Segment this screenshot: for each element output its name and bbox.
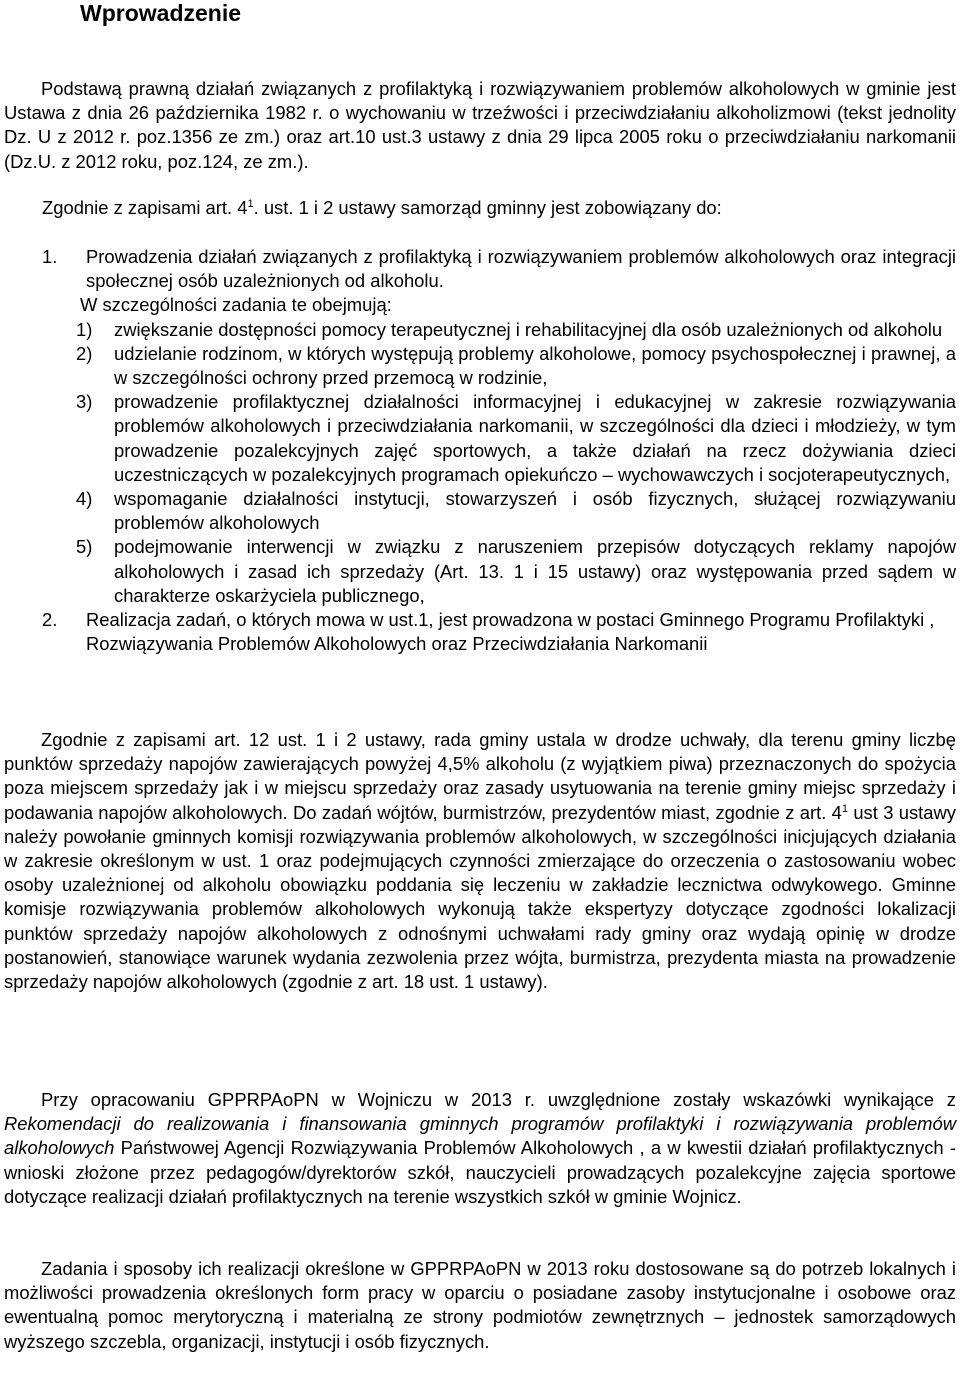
sub-list-item	[42, 318, 956, 342]
sub-list-item-text: prowadzenie profilaktycznej działalności informacyjnej i edukacyjnej w zakresie rozwiązywania problemów alkoholowych i przeciwdziałania narkomanii, w szczególności dla dzieci i młodzieży, w tym prowadzenie pozalekcyjnych zajęć sportowych, a także działań na rzecz dożywiania dzieci uczestniczących w pozalekcyjnych programach opiekuńczo – wychowawczych i socjoterapeutycznych,	[114, 391, 956, 485]
list-item	[42, 608, 956, 656]
art12-text: Zgodnie z zapisami art. 12 ust. 1 i 2 ustawy, rada gminy ustala w drodze uchwały, dla terenu gminy liczbę punktów sprzedaży napojów zawierających powyżej 4,5% alkoholu (z wyjątkiem piwa) przeznaczonych do spożycia poza miejscem sprzedaży jak i w miejscu sprzedaży oraz zasady usytuowania na terenie gminy miejsc sprzedaży i podawania napojów alkoholowych. Do zadań wójtów, burmistrzów, prezydentów miast, zgodnie z art. 4	[4, 729, 956, 823]
list-item-text: Realizacja zadań, o których mowa w ust.1, jest prowadzona w postaci Gminnego Programu Profilaktyki , Rozwiązywania Problemów Alkoholowych oraz Przeciwdziałania Narkomanii	[86, 609, 935, 655]
accordance-line	[42, 196, 956, 220]
gpp-text: Przy opracowaniu GPPRPAoPN w Wojniczu w 2013 r. uwzględnione zostały wskazówki wynikające z	[41, 1089, 956, 1110]
sub-list-item	[42, 390, 956, 487]
tasks-paragraph: Zadania i sposoby ich realizacji określone w GPPRPAoPN w 2013 roku dostosowane są do potrzeb lokalnych i możliwości prowadzenia określonych form pracy w oparciu o posiadane zasoby instytucjonalne i osobowe oraz ewentualną pomoc merytoryczną i materialną ze strony podmiotów zewnętrznych – jednostek samorządowych wyższego szczebla, organizacji, instytucji i osób fizycznych.	[4, 1258, 956, 1352]
list-item-text: Prowadzenia działań związanych z profilaktyką i rozwiązywaniem problemów alkoholowych oraz integracji społecznej osób uzależnionych od alkoholu.	[86, 246, 956, 292]
obligations-list	[42, 245, 956, 656]
sub-list-item-number: 1)	[76, 318, 93, 340]
art12-paragraph	[4, 728, 956, 994]
art12-superscript: 1	[841, 802, 848, 815]
sub-list-item-number: 3)	[76, 391, 93, 413]
accordance-text: Zgodnie z zapisami art. 4	[42, 197, 248, 218]
sub-list-item	[42, 342, 956, 390]
accordance-text-end: . ust. 1 i 2 ustawy samorząd gminny jest zobowiązany do:	[253, 197, 722, 218]
sub-list-item-number: 2)	[76, 342, 93, 364]
page-title: Wprowadzenie	[80, 0, 242, 26]
sub-list-item	[42, 487, 956, 535]
sub-list-item-text: wspomaganie działalności instytucji, stowarzyszeń i osób fizycznych, służącej rozwiązywaniu problemów alkoholowych	[114, 488, 956, 534]
art12-text-end: ust 3 ustawy należy powołanie gminnych komisji rozwiązywania problemów alkoholowych, w szczególności inicjujących działania w zakresie określonym w ust. 1 oraz podejmujących czynności zmierzające do orzeczenia o zastosowaniu wobec osoby uzależnionej od alkoholu obowiązku poddania się leczeniu w zakładzie lecznictwa odwykowego. Gminne komisje rozwiązywania problemów alkoholowych wykonują także ekspertyzy dotyczące zgodności lokalizacji punktów sprzedaży napojów alkoholowych z odnośnymi uchwałami rady gminy oraz wydają opinię w drodze postanowień, stanowiące warunek wydania zezwolenia przez wójta, burmistrza, prezydenta miasta na prowadzenie sprzedaży napojów alkoholowych (zgodnie z art. 18 ust. 1 ustawy).	[4, 801, 956, 993]
sub-list-item-number: 5)	[76, 536, 93, 558]
list-item-number: 2.	[42, 609, 58, 631]
accordance-superscript: 1	[247, 197, 254, 210]
sub-list-item-number: 4)	[76, 488, 93, 510]
sub-list-item-text: zwiększanie dostępności pomocy terapeutycznej i rehabilitacyjnej dla osób uzależnionych od alkoholu	[114, 318, 943, 340]
tasks-sublist	[42, 318, 956, 608]
intro-paragraph: Podstawą prawną działań związanych z profilaktyką i rozwiązywaniem problemów alkoholowych w gminie jest Ustawa z dnia 26 października 1982 r. o wychowaniu w trzeźwości i przeciwdziałaniu alkoholizmowi (tekst jednolity Dz. U z 2012 r. poz.1356 ze zm.) oraz art.10 ust.3 ustawy z dnia 29 lipca 2005 roku o przeciwdziałaniu narkomanii (Dz.U. z 2012 roku, poz.124, ze zm.).	[4, 78, 956, 172]
sub-list-item-text: podejmowanie interwencji w związku z naruszeniem przepisów dotyczących reklamy napojów alkoholowych i zasad ich sprzedaży (Art. 13. 1 i 15 ustawy) oraz występowania przed sądem w charakterze oskarżyciela publicznego,	[114, 536, 956, 606]
list-item	[42, 245, 956, 608]
list-item-number: 1.	[42, 246, 58, 267]
gpp-paragraph	[4, 1088, 956, 1209]
sub-list-intro: W szczególności zadania te obejmują:	[80, 294, 392, 316]
gpp-recommendations-title: Rekomendacji do realizowania i finansowania gminnych programów profilaktyki i rozwiązywania problemów alkoholowych	[4, 1113, 956, 1159]
sub-list-item	[42, 535, 956, 608]
sub-list-item-text: udzielanie rodzinom, w których występują problemy alkoholowe, pomocy psychospołecznej i prawnej, a w szczególności ochrony przed przemocą w rodzinie,	[114, 342, 956, 389]
gpp-text-end: Państwowej Agencji Rozwiązywania Problemów Alkoholowych , a w kwestii działań profilaktycznych - wnioski złożone przez pedagogów/dyrektorów szkół, nauczycieli prowadzących pozalekcyjne zajęcia sportowe dotyczące realizacji działań profilaktycznych na terenie wszystkich szkół w gminie Wojnicz.	[4, 1137, 956, 1207]
